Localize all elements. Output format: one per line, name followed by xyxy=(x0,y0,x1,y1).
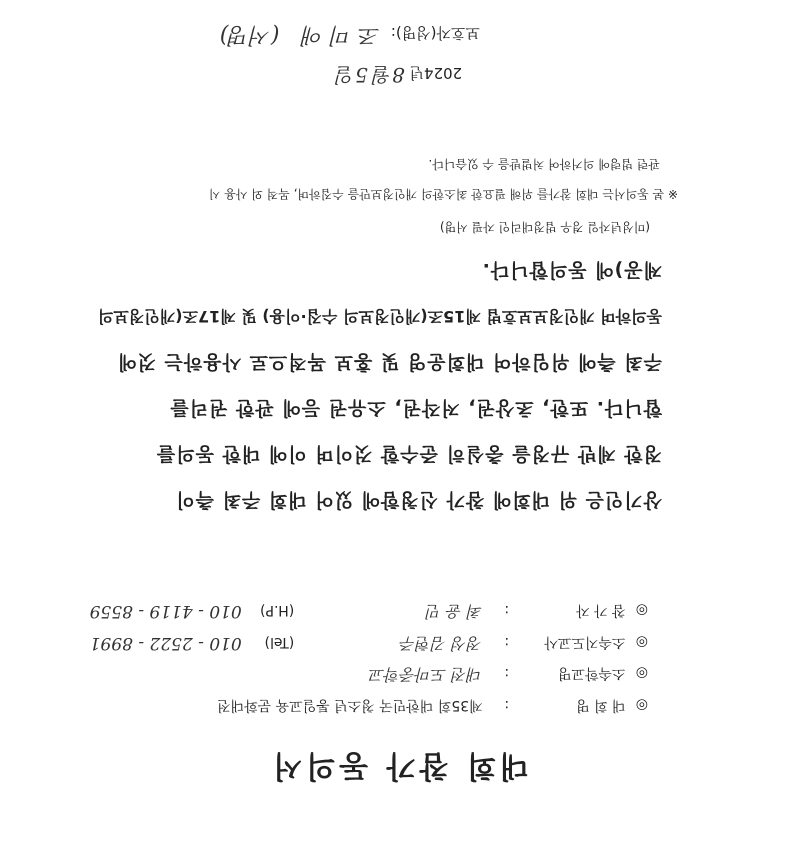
bullet-circle-icon: ◎ xyxy=(635,697,648,713)
signature-line xyxy=(220,21,480,52)
field-value: 정성 김현주 xyxy=(400,634,483,653)
document-date xyxy=(0,62,798,91)
body-line: 동의하며 개인정보보호법 제15조(개인정보의 수집·이용) 및 제17조(개인정보의 xyxy=(97,307,662,326)
field-value: 대전 도마중학교 xyxy=(369,665,483,684)
date-year: 2024년 xyxy=(409,64,463,82)
field-colon: : xyxy=(504,634,510,650)
body-line: 상기인은 위 대회에 참가 신청함에 있어 대회 주최 측이 xyxy=(175,489,662,511)
note-heading: (미성년자일 경우 법정대리인 자필 서명) xyxy=(439,220,650,234)
phone-value: 010 - 4119 - 8559 xyxy=(89,601,242,621)
field-value: 최 윤 민 xyxy=(426,602,483,621)
field-label: 참 가 자 xyxy=(576,602,626,618)
field-label: 소속학교명 xyxy=(557,665,626,681)
document-title: 대회 참가 동의서 xyxy=(269,748,529,783)
signature-mark: (서명) xyxy=(219,22,280,47)
bullet-circle-icon: ◎ xyxy=(635,665,648,681)
field-colon: : xyxy=(504,602,510,618)
body-line: 주최 측에 위임하여 대회운영 및 홍보 목적으로 사용하는 것에 xyxy=(117,351,662,373)
field-colon: : xyxy=(504,697,510,713)
field-row-leader xyxy=(90,631,648,655)
field-label: 소속지도교사 xyxy=(544,634,626,650)
field-label: 대 회 명 xyxy=(576,697,626,713)
field-row-participant xyxy=(90,599,648,623)
signer-label: 보호자(성명): xyxy=(390,24,480,42)
note-line: 관련 법령에 의거하여 처벌받을 수 있습니다. xyxy=(428,157,660,171)
field-value: 제35회 대한민국 청소년 통일교육 문화대전 xyxy=(217,697,483,713)
field-row-event xyxy=(217,693,648,717)
field-colon: : xyxy=(504,665,510,681)
date-day: 5일 xyxy=(335,63,368,87)
phone-label: (Tel) xyxy=(264,634,295,650)
note-line: ※ 본 동의서는 대회 참가를 위해 필요한 최소한의 개인정보만을 수집하며, 목적 외 사용 시 xyxy=(208,187,678,201)
field-row-school xyxy=(369,662,648,686)
phone-value: 010 - 2522 - 8991 xyxy=(89,633,242,653)
body-line: 정한 제반 규정을 충실히 준수할 것이며 이에 대한 동의를 xyxy=(155,443,662,465)
date-month: 8월 xyxy=(372,63,405,87)
signer-name: 조 미 애 xyxy=(302,22,380,47)
phone-label: (H.P) xyxy=(260,602,295,618)
body-line: 제공)에 동의합니다. xyxy=(481,259,662,281)
body-line: 합니다. 또한, 초상권, 저작권, 소유권 등에 관한 권리를 xyxy=(169,397,662,419)
bullet-circle-icon: ◎ xyxy=(635,602,648,618)
bullet-circle-icon: ◎ xyxy=(635,634,648,650)
